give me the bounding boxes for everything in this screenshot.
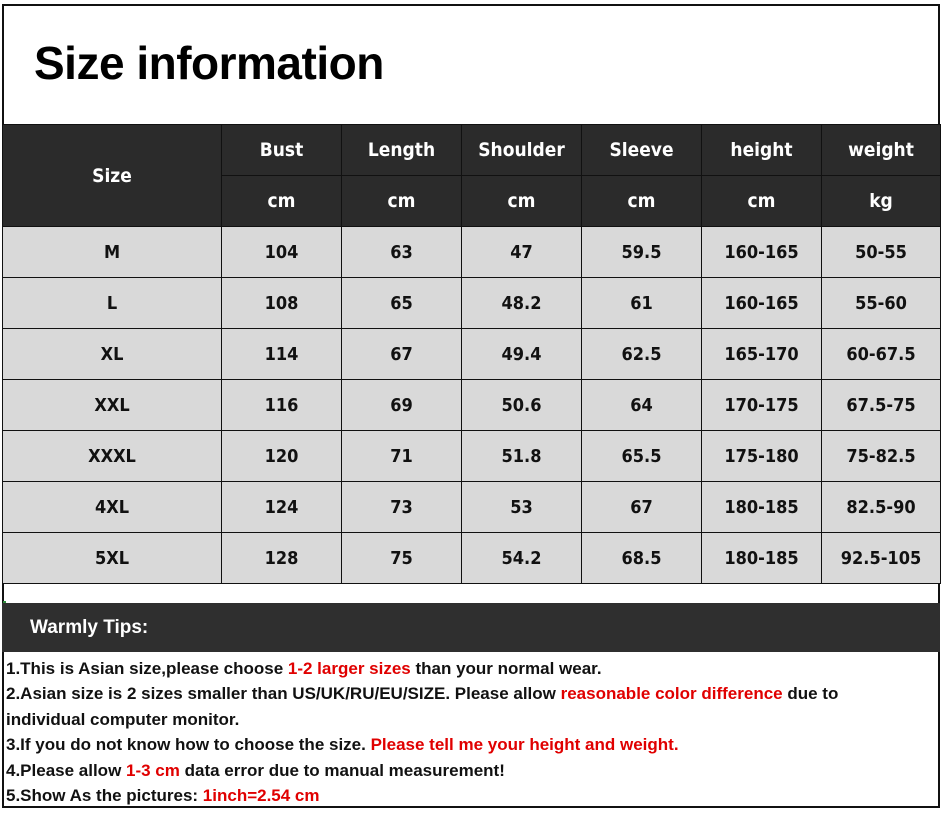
tips-header-bar (2, 603, 940, 652)
table-cell: 60-67.5 (822, 329, 941, 380)
table-cell: 165-170 (702, 329, 822, 380)
table-cell: 59.5 (582, 227, 702, 278)
table-cell: 61 (582, 278, 702, 329)
table-row (3, 533, 941, 584)
unit-shoulder: cm (462, 176, 582, 227)
table-cell: 48.2 (462, 278, 582, 329)
tips-list (6, 656, 936, 808)
table-row (3, 380, 941, 431)
unit-length: cm (342, 176, 462, 227)
size-label: L (3, 278, 222, 329)
tip-text: than your normal wear. (410, 659, 602, 678)
size-label: XXXL (3, 431, 222, 482)
table-cell: 75-82.5 (822, 431, 941, 482)
column-header-shoulder: Shoulder (462, 125, 582, 176)
tip-highlight: Please tell me your height and weight. (370, 735, 679, 755)
column-header-length: Length (342, 125, 462, 176)
unit-height: cm (702, 176, 822, 227)
table-cell: 73 (342, 482, 462, 533)
column-header-height: height (702, 125, 822, 176)
tips-title: Warmly Tips: (30, 617, 149, 638)
tip-item-2 (6, 681, 936, 706)
tip-text: individual computer monitor. (6, 709, 240, 729)
page-title: Size information (34, 37, 384, 89)
table-cell: 108 (222, 278, 342, 329)
table-cell: 62.5 (582, 329, 702, 380)
tip-item-3 (6, 732, 936, 757)
tip-text: 3.If you do not know how to choose the size. (6, 735, 371, 755)
tip-text: due to (782, 684, 839, 704)
table-row (3, 329, 941, 380)
table-cell: 68.5 (582, 533, 702, 584)
tip-text: 2.Asian size is 2 sizes smaller than US/UK/RU/EU/SIZE. Please allow (6, 684, 561, 704)
table-cell: 128 (222, 533, 342, 584)
column-header-weight: weight (822, 125, 941, 176)
table-cell: 69 (342, 380, 462, 431)
unit-bust: cm (222, 176, 342, 227)
table-cell: 175-180 (702, 431, 822, 482)
tip-item-1 (6, 656, 936, 681)
size-label: 5XL (3, 533, 222, 584)
table-cell: 124 (222, 482, 342, 533)
table-cell: 120 (222, 431, 342, 482)
tip-item-5 (6, 783, 936, 808)
size-label: XXL (3, 380, 222, 431)
table-cell: 50.6 (462, 380, 582, 431)
table-cell: 82.5-90 (822, 482, 941, 533)
table-cell: 64 (582, 380, 702, 431)
table-cell: 65 (342, 278, 462, 329)
tip-highlight: 1-3 cm (126, 760, 180, 780)
table-cell: 116 (222, 380, 342, 431)
table-cell: 160-165 (702, 227, 822, 278)
size-label: XL (3, 329, 222, 380)
size-table (2, 124, 941, 584)
table-cell: 104 (222, 227, 342, 278)
table-cell: 71 (342, 431, 462, 482)
tip-item-2-continued (6, 707, 936, 732)
table-cell: 180-185 (702, 482, 822, 533)
unit-sleeve: cm (582, 176, 702, 227)
table-cell: 92.5-105 (822, 533, 941, 584)
table-cell: 180-185 (702, 533, 822, 584)
table-cell: 55-60 (822, 278, 941, 329)
table-row (3, 482, 941, 533)
table-row (3, 278, 941, 329)
table-cell: 50-55 (822, 227, 941, 278)
table-cell: 49.4 (462, 329, 582, 380)
tip-text: 5.Show As the pictures: (6, 786, 203, 806)
table-cell: 67.5-75 (822, 380, 941, 431)
tip-text: data error due to manual measurement! (179, 760, 505, 780)
size-label: M (3, 227, 222, 278)
table-cell: 65.5 (582, 431, 702, 482)
column-header-bust: Bust (222, 125, 342, 176)
tip-text: 1.This is Asian size,please choose (6, 659, 288, 678)
table-cell: 67 (582, 482, 702, 533)
table-cell: 160-165 (702, 278, 822, 329)
header-row-names (3, 125, 941, 176)
tip-highlight: 1inch=2.54 cm (202, 786, 320, 806)
tip-highlight: 1-2 larger sizes (287, 659, 411, 678)
size-label: 4XL (3, 482, 222, 533)
column-header-sleeve: Sleeve (582, 125, 702, 176)
table-cell: 51.8 (462, 431, 582, 482)
table-cell: 63 (342, 227, 462, 278)
table-row (3, 227, 941, 278)
size-column-header: Size (3, 125, 222, 227)
table-row (3, 431, 941, 482)
tip-item-4 (6, 758, 936, 783)
table-cell: 114 (222, 329, 342, 380)
table-cell: 53 (462, 482, 582, 533)
table-cell: 67 (342, 329, 462, 380)
table-cell: 47 (462, 227, 582, 278)
unit-weight: kg (822, 176, 941, 227)
table-cell: 170-175 (702, 380, 822, 431)
table-cell: 75 (342, 533, 462, 584)
tip-highlight: reasonable color difference (560, 684, 783, 704)
tip-text: 4.Please allow (6, 760, 127, 780)
table-cell: 54.2 (462, 533, 582, 584)
